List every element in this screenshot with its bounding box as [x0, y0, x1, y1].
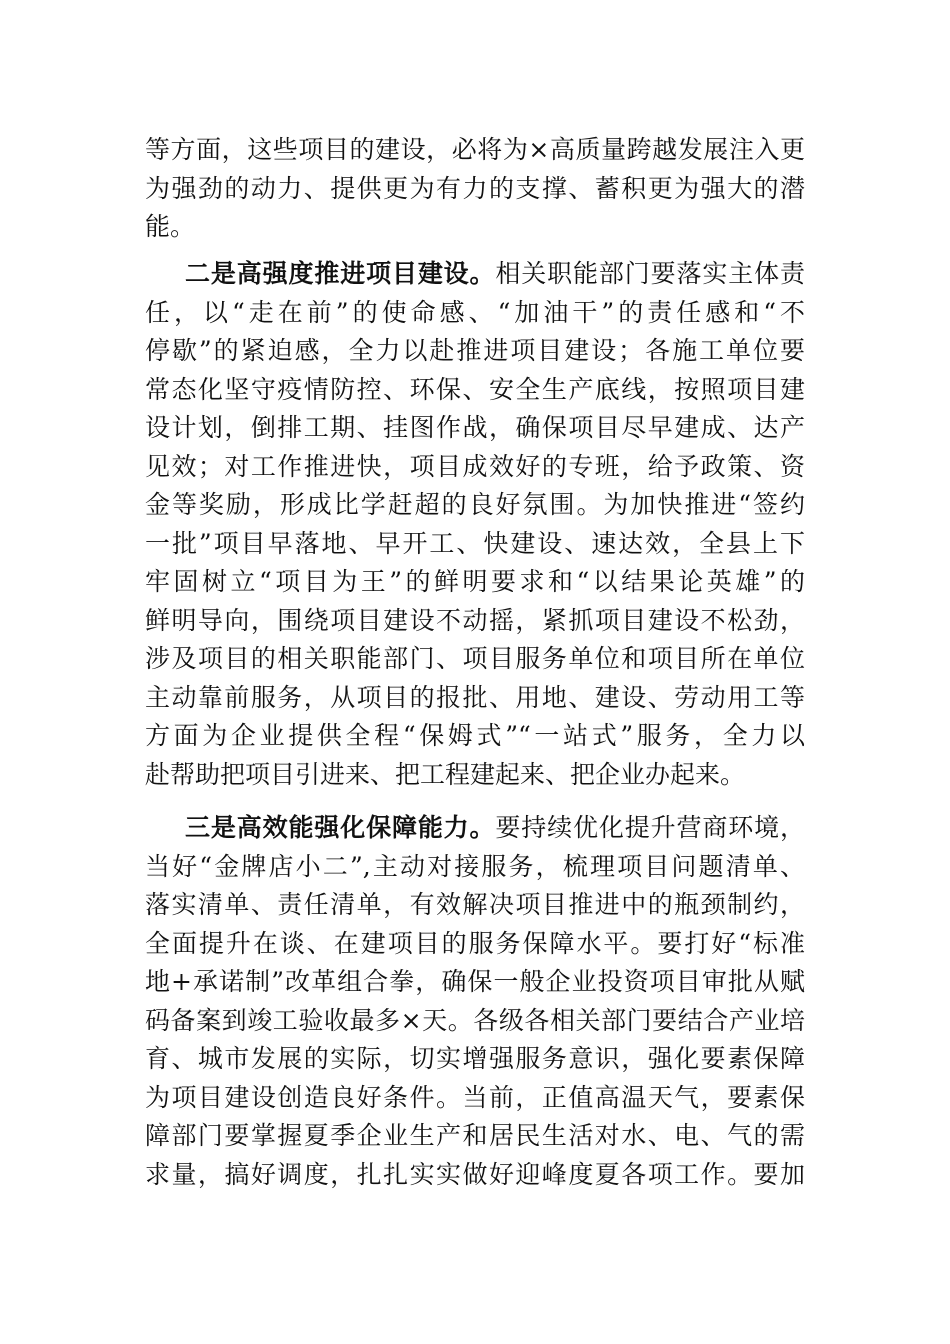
paragraph-2-line-12: 主动靠前服务，从项目的报批、用地、建设、劳动用工等 — [145, 682, 805, 712]
paragraph-1 — [145, 131, 805, 247]
paragraph-2-line-5: 设计划，倒排工期、挂图作战，确保项目尽早建成、达产 — [145, 413, 805, 442]
paragraph-3-line-1-text: 要持续优化提升营商环境， — [495, 813, 805, 842]
paragraph-3-line-7: 育、城市发展的实际，切实增强服务意识，强化要素保障 — [145, 1044, 805, 1073]
paragraph-2-line-1 — [185, 255, 805, 294]
paragraph-3-line-1 — [185, 809, 805, 848]
paragraph-2-line-6: 见效；对工作推进快，项目成效好的专班，给予政策、资 — [145, 451, 805, 481]
paragraph-2-line-4: 常态化坚守疫情防控、环保、安全生产底线，按照项目建 — [145, 374, 805, 404]
paragraph-3-line-9: 障部门要掌握夏季企业生产和居民生活对水、电、气的需 — [145, 1121, 805, 1150]
paragraph-2-line-8: 一批”项目早落地、早开工、快建设、速达效，全县上下 — [145, 528, 805, 558]
paragraph-2-line-3: 停歇”的紧迫感，全力以赴推进项目建设；各施工单位要 — [145, 336, 805, 365]
paragraph-2 — [145, 255, 805, 794]
paragraph-2-line-2: 任，以“走在前”的使命感、“加油干”的责任感和“不 — [145, 297, 805, 327]
paragraph-2-line-7: 金等奖励，形成比学赶超的良好氛围。为加快推进“签约 — [145, 490, 805, 519]
paragraph-3-line-6: 码备案到竣工验收最多×天。各级各相关部门要结合产业培 — [145, 1005, 805, 1035]
paragraph-1-line-2: 为强劲的动力、提供更为有力的支撑、蓄积更为强大的潜 — [145, 173, 805, 203]
paragraph-2-line-11: 涉及项目的相关职能部门、项目服务单位和项目所在单位 — [145, 644, 805, 673]
paragraph-3-line-2: 当好“金牌店小二”,主动对接服务，梳理项目问题清单、 — [145, 851, 805, 881]
paragraph-3-line-8: 为项目建设创造良好条件。当前，正值高温天气，要素保 — [145, 1082, 805, 1112]
paragraph-2-line-10: 鲜明导向，围绕项目建设不动摇，紧抓项目建设不松劲， — [145, 605, 805, 635]
paragraph-2-line-1-text: 相关职能部门要落实主体责 — [495, 259, 805, 288]
paragraph-3-line-3: 落实清单、责任清单，有效解决项目推进中的瓶颈制约， — [145, 890, 805, 919]
paragraph-3-line-10: 求量，搞好调度，扎扎实实做好迎峰度夏各项工作。要加 — [145, 1159, 805, 1189]
paragraph-2-line-13: 方面为企业提供全程“保姆式”“一站式”服务，全力以 — [145, 721, 805, 750]
paragraph-2-line-14: 赴帮助把项目引进来、把工程建起来、把企业办起来。 — [145, 759, 746, 789]
paragraph-1-line-1: 等方面，这些项目的建设，必将为×高质量跨越发展注入更 — [145, 135, 805, 164]
paragraph-3-line-5: 地+承诺制”改革组合拳，确保一般企业投资项目审批从赋 — [145, 967, 805, 996]
paragraph-3-heading: 三是高效能强化保障能力。 — [185, 813, 496, 842]
paragraph-3 — [145, 809, 805, 1194]
paragraph-3-line-4: 全面提升在谈、在建项目的服务保障水平。要打好“标准 — [145, 928, 805, 958]
paragraph-2-heading: 二是高强度推进项目建设。 — [185, 259, 496, 288]
paragraph-2-line-9: 牢固树立“项目为王”的鲜明要求和“以结果论英雄”的 — [145, 567, 805, 596]
paragraph-1-line-3: 能。 — [145, 212, 196, 241]
